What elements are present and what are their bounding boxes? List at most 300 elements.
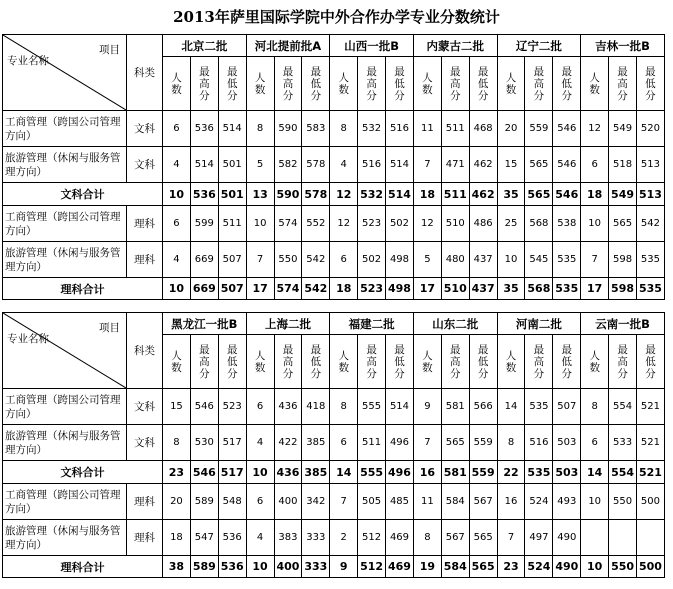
major-name: 工商管理（跨国公司管理方向） <box>3 206 127 242</box>
score-cell: 582 <box>274 147 302 183</box>
score-cell: 14 <box>330 461 358 484</box>
score-cell: 565 <box>525 183 553 206</box>
total-label: 理科合计 <box>3 278 163 300</box>
score-cell: 578 <box>302 147 330 183</box>
score-cell: 523 <box>358 278 386 300</box>
subcol-header: 最 高 分 <box>525 57 553 111</box>
score-cell: 514 <box>386 389 414 425</box>
total-label: 理科合计 <box>3 556 163 578</box>
score-cell: 502 <box>358 242 386 278</box>
score-cell: 550 <box>609 556 637 578</box>
score-cell: 471 <box>441 147 469 183</box>
score-cell: 550 <box>274 242 302 278</box>
province-header: 河北提前批A <box>246 35 330 57</box>
province-header: 上海二批 <box>246 313 330 335</box>
score-cell: 4 <box>246 520 274 556</box>
score-cell: 12 <box>413 206 441 242</box>
score-cell: 7 <box>413 147 441 183</box>
subcol-header: 最 低 分 <box>636 57 664 111</box>
subcol-header: 最 低 分 <box>302 57 330 111</box>
province-header: 河南二批 <box>497 313 581 335</box>
score-cell: 5 <box>413 242 441 278</box>
score-cell: 546 <box>553 147 581 183</box>
score-cell: 559 <box>469 461 497 484</box>
score-cell: 554 <box>609 389 637 425</box>
score-cell: 4 <box>163 147 191 183</box>
score-cell: 535 <box>553 278 581 300</box>
score-cell: 514 <box>190 147 218 183</box>
score-cell: 22 <box>497 461 525 484</box>
subcol-header: 人 数 <box>497 57 525 111</box>
score-cell: 12 <box>581 111 609 147</box>
header-diagonal-cell <box>3 313 127 389</box>
score-cell: 7 <box>497 520 525 556</box>
score-cell: 35 <box>497 278 525 300</box>
score-cell: 546 <box>553 111 581 147</box>
score-cell: 549 <box>609 183 637 206</box>
score-cell: 18 <box>581 183 609 206</box>
score-cell: 333 <box>302 556 330 578</box>
score-cell: 7 <box>330 484 358 520</box>
score-cell: 15 <box>163 389 191 425</box>
header-major-label: 专业名称 <box>7 55 49 67</box>
score-cell: 6 <box>330 425 358 461</box>
score-cell: 546 <box>190 461 218 484</box>
score-cell: 18 <box>163 520 191 556</box>
subcol-header: 人 数 <box>246 57 274 111</box>
score-cell: 535 <box>553 242 581 278</box>
score-cell: 514 <box>218 111 246 147</box>
score-cell: 521 <box>637 389 665 425</box>
score-cell: 385 <box>302 461 330 484</box>
subcol-header: 最 低 分 <box>218 57 246 111</box>
province-header: 北京二批 <box>163 35 247 57</box>
score-cell: 545 <box>525 242 553 278</box>
score-cell: 17 <box>413 278 441 300</box>
subcol-header: 最 高 分 <box>441 57 469 111</box>
score-cell: 7 <box>581 242 609 278</box>
score-cell: 533 <box>609 425 637 461</box>
score-cell: 550 <box>609 484 637 520</box>
subcol-header: 最 低 分 <box>386 335 414 389</box>
table-row <box>3 389 665 425</box>
score-cell: 8 <box>497 425 525 461</box>
total-row <box>3 556 665 578</box>
score-cell: 584 <box>441 556 469 578</box>
score-cell: 536 <box>190 111 218 147</box>
score-cell: 581 <box>441 461 469 484</box>
score-cell: 511 <box>441 111 469 147</box>
score-cell: 20 <box>163 484 191 520</box>
score-cell: 521 <box>637 461 665 484</box>
header-item-label: 项目 <box>99 44 120 56</box>
subcol-header: 最 高 分 <box>274 335 302 389</box>
score-cell: 565 <box>525 147 553 183</box>
score-cell: 520 <box>636 111 664 147</box>
score-cell: 10 <box>581 484 609 520</box>
score-cell: 13 <box>246 183 274 206</box>
score-cell: 8 <box>413 520 441 556</box>
score-cell: 38 <box>163 556 191 578</box>
subcol-header: 人 数 <box>163 57 191 111</box>
score-cell: 469 <box>386 520 414 556</box>
header-major-label: 专业名称 <box>7 333 49 345</box>
score-cell: 530 <box>190 425 218 461</box>
score-cell: 16 <box>413 461 441 484</box>
score-cell <box>637 520 665 556</box>
major-name: 旅游管理（休闲与服务管理方向） <box>3 520 127 556</box>
score-cell: 400 <box>274 556 302 578</box>
score-cell: 485 <box>386 484 414 520</box>
score-cell: 6 <box>163 111 191 147</box>
score-cell: 512 <box>358 556 386 578</box>
score-cell: 9 <box>330 556 358 578</box>
score-cell: 555 <box>358 461 386 484</box>
score-cell: 507 <box>218 242 246 278</box>
score-cell: 559 <box>525 111 553 147</box>
score-cell: 6 <box>581 425 609 461</box>
score-cell: 581 <box>441 389 469 425</box>
subcol-header: 人 数 <box>413 335 441 389</box>
score-cell: 501 <box>218 183 246 206</box>
subcol-header: 人 数 <box>330 57 358 111</box>
score-table-1 <box>2 34 665 300</box>
score-cell: 548 <box>218 484 246 520</box>
score-cell: 503 <box>553 461 581 484</box>
score-cell: 514 <box>386 183 414 206</box>
score-cell: 565 <box>469 520 497 556</box>
score-cell: 25 <box>497 206 525 242</box>
province-header: 黑龙江一批B <box>163 313 247 335</box>
score-cell: 493 <box>553 484 581 520</box>
score-cell: 583 <box>302 111 330 147</box>
score-cell: 14 <box>581 461 609 484</box>
table-row <box>3 147 665 183</box>
score-cell: 436 <box>274 389 302 425</box>
score-cell: 517 <box>218 425 246 461</box>
table-row <box>3 111 665 147</box>
major-name: 工商管理（跨国公司管理方向） <box>3 389 127 425</box>
header-category-label: 科类 <box>127 35 163 111</box>
subcol-header: 最 低 分 <box>218 335 246 389</box>
subcol-header: 最 高 分 <box>358 335 386 389</box>
score-cell: 513 <box>636 183 664 206</box>
score-cell: 512 <box>358 520 386 556</box>
score-cell: 8 <box>581 389 609 425</box>
score-cell: 565 <box>441 425 469 461</box>
score-cell: 554 <box>609 461 637 484</box>
score-cell: 590 <box>274 111 302 147</box>
score-cell: 333 <box>302 520 330 556</box>
header-item-label: 项目 <box>99 322 120 334</box>
score-cell: 480 <box>441 242 469 278</box>
score-cell: 511 <box>358 425 386 461</box>
score-cell: 18 <box>330 278 358 300</box>
score-cell: 559 <box>469 425 497 461</box>
score-cell <box>581 520 609 556</box>
score-cell: 510 <box>441 206 469 242</box>
subcol-header: 人 数 <box>246 335 274 389</box>
score-cell: 6 <box>163 206 191 242</box>
category-cell: 理科 <box>127 242 163 278</box>
score-cell: 10 <box>163 278 191 300</box>
score-cell: 546 <box>190 389 218 425</box>
score-cell: 6 <box>246 389 274 425</box>
score-cell: 11 <box>413 484 441 520</box>
score-cell: 590 <box>274 183 302 206</box>
score-cell: 598 <box>609 278 637 300</box>
score-cell: 6 <box>246 484 274 520</box>
subcol-header: 人 数 <box>497 335 525 389</box>
score-cell: 6 <box>330 242 358 278</box>
score-cell: 14 <box>497 389 525 425</box>
score-cell: 10 <box>246 461 274 484</box>
province-header: 福建二批 <box>330 313 414 335</box>
score-cell: 546 <box>553 183 581 206</box>
header-row-provinces <box>3 313 665 335</box>
score-cell: 342 <box>302 484 330 520</box>
score-cell: 10 <box>246 206 274 242</box>
score-cell: 507 <box>218 278 246 300</box>
subcol-header: 最 高 分 <box>609 335 637 389</box>
score-cell: 436 <box>274 461 302 484</box>
score-cell: 535 <box>525 389 553 425</box>
score-cell: 535 <box>636 242 664 278</box>
score-cell: 4 <box>330 147 358 183</box>
score-cell: 524 <box>525 484 553 520</box>
score-cell: 462 <box>469 147 497 183</box>
score-cell: 383 <box>274 520 302 556</box>
subcol-header: 最 低 分 <box>469 57 497 111</box>
total-label: 文科合计 <box>3 183 163 206</box>
score-cell: 517 <box>218 461 246 484</box>
score-cell: 501 <box>218 147 246 183</box>
score-cell: 565 <box>469 556 497 578</box>
header-row-provinces <box>3 35 665 57</box>
score-cell: 524 <box>525 556 553 578</box>
score-cell: 418 <box>302 389 330 425</box>
subcol-header: 最 低 分 <box>302 335 330 389</box>
score-cell: 536 <box>190 183 218 206</box>
table-row <box>3 425 665 461</box>
score-cell: 8 <box>330 111 358 147</box>
score-cell: 538 <box>553 206 581 242</box>
score-cell: 16 <box>497 484 525 520</box>
score-cell: 18 <box>413 183 441 206</box>
score-cell: 486 <box>469 206 497 242</box>
province-header: 云南一批B <box>581 313 665 335</box>
score-cell: 589 <box>190 556 218 578</box>
major-name: 旅游管理（休闲与服务管理方向） <box>3 147 127 183</box>
subcol-header: 最 高 分 <box>609 57 637 111</box>
score-cell: 10 <box>581 206 609 242</box>
score-cell: 523 <box>218 389 246 425</box>
subcol-header: 最 低 分 <box>553 335 581 389</box>
total-label: 文科合计 <box>3 461 163 484</box>
subcol-header: 最 低 分 <box>553 57 581 111</box>
major-name: 工商管理（跨国公司管理方向） <box>3 484 127 520</box>
table-row <box>3 484 665 520</box>
score-cell: 555 <box>358 389 386 425</box>
score-cell: 542 <box>302 242 330 278</box>
province-header: 内蒙古二批 <box>413 35 497 57</box>
score-cell: 490 <box>553 520 581 556</box>
score-cell: 23 <box>163 461 191 484</box>
score-cell: 498 <box>386 242 414 278</box>
subcol-header: 最 高 分 <box>274 57 302 111</box>
score-cell: 514 <box>386 147 414 183</box>
score-cell: 8 <box>330 389 358 425</box>
score-cell: 503 <box>553 425 581 461</box>
score-cell: 518 <box>609 147 637 183</box>
score-cell: 507 <box>553 389 581 425</box>
major-name: 工商管理（跨国公司管理方向） <box>3 111 127 147</box>
score-cell: 510 <box>441 278 469 300</box>
score-cell: 469 <box>386 556 414 578</box>
score-cell: 15 <box>497 147 525 183</box>
province-header: 吉林一批B <box>581 35 665 57</box>
score-cell: 385 <box>302 425 330 461</box>
subcol-header: 最 高 分 <box>190 335 218 389</box>
subcol-header: 最 低 分 <box>637 335 665 389</box>
score-cell: 513 <box>636 147 664 183</box>
score-cell: 7 <box>246 242 274 278</box>
total-row <box>3 278 665 300</box>
subcol-header: 最 高 分 <box>525 335 553 389</box>
score-cell: 568 <box>525 278 553 300</box>
score-cell: 536 <box>218 520 246 556</box>
score-cell: 17 <box>246 278 274 300</box>
subcol-header: 最 低 分 <box>469 335 497 389</box>
subcol-header: 人 数 <box>581 335 609 389</box>
score-cell: 468 <box>469 111 497 147</box>
score-cell: 462 <box>469 183 497 206</box>
score-cell <box>609 520 637 556</box>
header-diagonal-cell <box>3 35 127 111</box>
score-cell: 10 <box>246 556 274 578</box>
score-cell: 17 <box>581 278 609 300</box>
score-table-2 <box>2 312 665 578</box>
province-header: 辽宁二批 <box>497 35 581 57</box>
score-cell: 523 <box>358 206 386 242</box>
score-cell: 500 <box>637 556 665 578</box>
score-cell: 521 <box>637 425 665 461</box>
score-cell: 584 <box>441 484 469 520</box>
score-cell: 500 <box>637 484 665 520</box>
subcol-header: 人 数 <box>413 57 441 111</box>
score-cell: 578 <box>302 183 330 206</box>
score-cell: 400 <box>274 484 302 520</box>
score-cell: 532 <box>358 183 386 206</box>
score-cell: 6 <box>581 147 609 183</box>
score-cell: 5 <box>246 147 274 183</box>
score-cell: 437 <box>469 242 497 278</box>
score-cell: 574 <box>274 206 302 242</box>
score-cell: 568 <box>525 206 553 242</box>
score-cell: 20 <box>497 111 525 147</box>
score-cell: 516 <box>386 111 414 147</box>
category-cell: 文科 <box>127 147 163 183</box>
score-cell: 536 <box>218 556 246 578</box>
subcol-header: 人 数 <box>581 57 609 111</box>
score-cell: 516 <box>358 147 386 183</box>
major-name: 旅游管理（休闲与服务管理方向） <box>3 242 127 278</box>
table-row <box>3 520 665 556</box>
subcol-header: 人 数 <box>330 335 358 389</box>
score-cell: 542 <box>636 206 664 242</box>
score-cell: 547 <box>190 520 218 556</box>
score-cell: 10 <box>581 556 609 578</box>
score-cell: 549 <box>609 111 637 147</box>
score-cell: 535 <box>636 278 664 300</box>
total-row <box>3 183 665 206</box>
category-cell: 文科 <box>127 111 163 147</box>
score-cell: 12 <box>330 206 358 242</box>
page-title: 2013年萨里国际学院中外合作办学专业分数统计 <box>173 8 500 26</box>
score-cell: 574 <box>274 278 302 300</box>
score-cell: 7 <box>413 425 441 461</box>
score-cell: 566 <box>469 389 497 425</box>
score-cell: 10 <box>497 242 525 278</box>
table-row <box>3 242 665 278</box>
subcol-header: 最 高 分 <box>358 57 386 111</box>
score-cell: 497 <box>525 520 553 556</box>
subcol-header: 人 数 <box>163 335 191 389</box>
score-cell: 598 <box>609 242 637 278</box>
score-cell: 567 <box>469 484 497 520</box>
score-cell: 669 <box>190 278 218 300</box>
score-cell: 502 <box>386 206 414 242</box>
score-cell: 505 <box>358 484 386 520</box>
score-cell: 532 <box>358 111 386 147</box>
score-cell: 8 <box>163 425 191 461</box>
category-cell: 文科 <box>127 389 163 425</box>
score-cell: 8 <box>246 111 274 147</box>
score-cell: 4 <box>163 242 191 278</box>
province-header: 山东二批 <box>413 313 497 335</box>
province-header: 山西一批B <box>330 35 414 57</box>
score-cell: 511 <box>218 206 246 242</box>
header-category-label: 科类 <box>127 313 163 389</box>
score-cell: 4 <box>246 425 274 461</box>
category-cell: 理科 <box>127 520 163 556</box>
score-cell: 496 <box>386 425 414 461</box>
score-cell: 589 <box>190 484 218 520</box>
category-cell: 理科 <box>127 484 163 520</box>
score-cell: 567 <box>441 520 469 556</box>
subcol-header: 最 高 分 <box>190 57 218 111</box>
score-cell: 10 <box>163 183 191 206</box>
score-cell: 11 <box>413 111 441 147</box>
table-row <box>3 206 665 242</box>
score-cell: 35 <box>497 183 525 206</box>
major-name: 旅游管理（休闲与服务管理方向） <box>3 425 127 461</box>
score-cell: 12 <box>330 183 358 206</box>
category-cell: 理科 <box>127 206 163 242</box>
score-cell: 2 <box>330 520 358 556</box>
score-cell: 565 <box>609 206 637 242</box>
subcol-header: 最 高 分 <box>441 335 469 389</box>
total-row <box>3 461 665 484</box>
score-cell: 9 <box>413 389 441 425</box>
score-cell: 498 <box>386 278 414 300</box>
score-cell: 23 <box>497 556 525 578</box>
score-cell: 542 <box>302 278 330 300</box>
score-cell: 490 <box>553 556 581 578</box>
score-cell: 535 <box>525 461 553 484</box>
score-cell: 422 <box>274 425 302 461</box>
score-cell: 552 <box>302 206 330 242</box>
